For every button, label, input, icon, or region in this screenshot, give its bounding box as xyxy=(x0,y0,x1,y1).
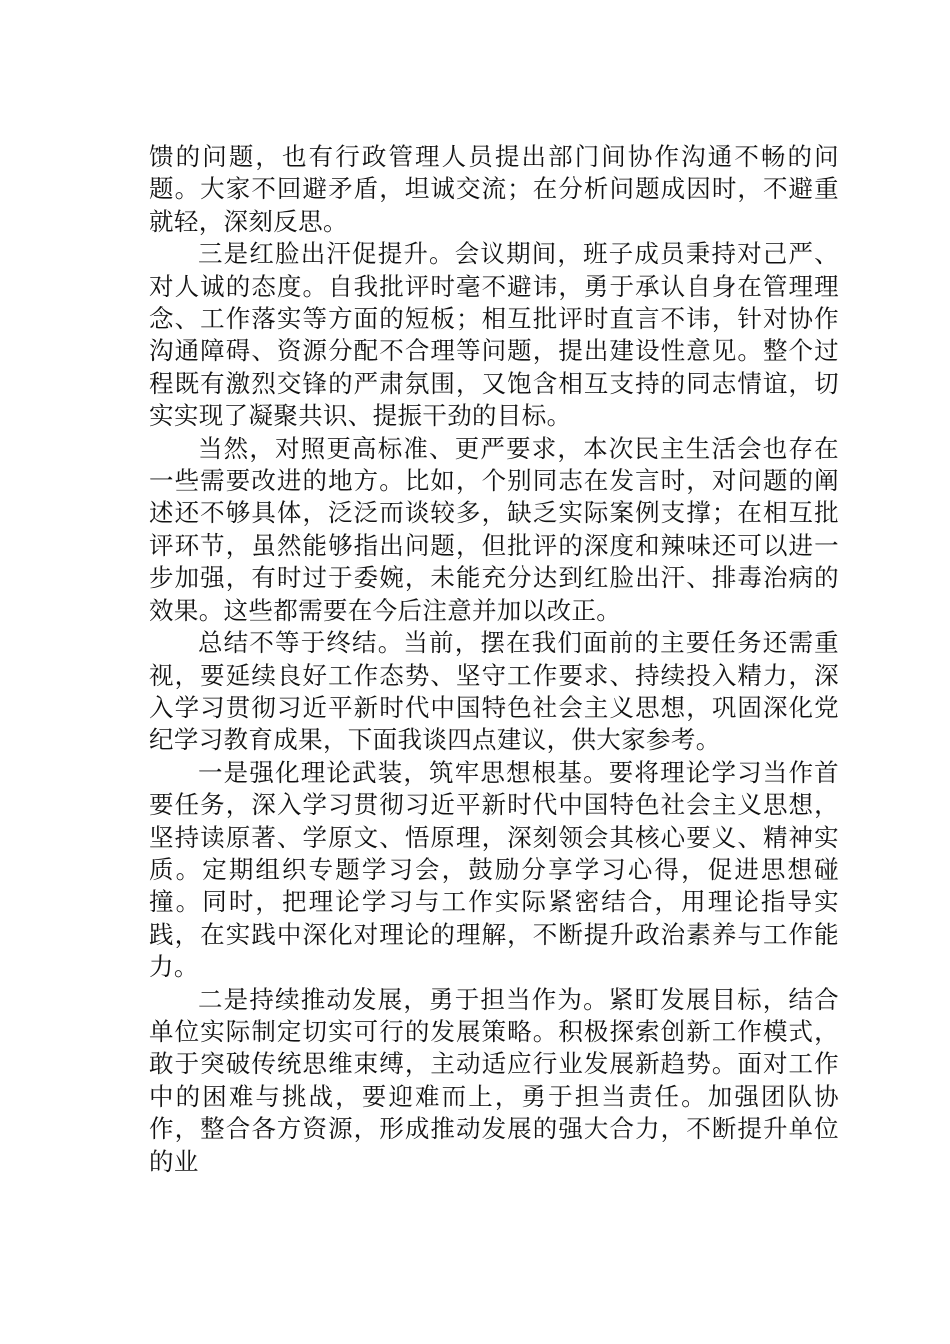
paragraph-summary: 总结不等于终结。当前，摆在我们面前的主要任务还需重视，要延续良好工作态势、坚守工作要求、持续投入精力，深入学习贯彻习近平新时代中国特色社会主义思想，巩固深化党纪学习教育成果，下面我谈四点建议，供大家参考。 xyxy=(149,628,839,755)
paragraph-development: 二是持续推动发展，勇于担当作为。紧盯发展目标，结合单位实际制定切实可行的发展策略。积极探索创新工作模式，敢于突破传统思维束缚，主动适应行业发展新趋势。面对工作中的困难与挑战，要迎难而上，勇于担当责任。加强团队协作，整合各方资源，形成推动发展的强大合力，不断提升单位的业 xyxy=(149,984,839,1176)
paragraph-self-criticism: 三是红脸出汗促提升。会议期间，班子成员秉持对己严、对人诚的态度。自我批评时毫不避讳，勇于承认自身在管理理念、工作落实等方面的短板；相互批评时直言不讳，针对协作沟通障碍、资源分配不合理等问题，提出建设性意见。整个过程既有激烈交锋的严肃氛围，又饱含相互支持的同志情谊，切实实现了凝聚共识、提振干劲的目标。 xyxy=(149,239,839,431)
paragraph-theory-study: 一是强化理论武装，筑牢思想根基。要将理论学习当作首要任务，深入学习贯彻习近平新时代中国特色社会主义思想，坚持读原著、学原文、悟原理，深刻领会其核心要义、精神实质。定期组织专题学习会，鼓励分享学习心得，促进思想碰撞。同时，把理论学习与工作实际紧密结合，用理论指导实践，在实践中深化对理论的理解，不断提升政治素养与工作能力。 xyxy=(149,757,839,982)
paragraph-continuation: 馈的问题，也有行政管理人员提出部门间协作沟通不畅的问题。大家不回避矛盾，坦诚交流；在分析问题成因时，不避重就轻，深刻反思。 xyxy=(149,142,839,236)
paragraph-shortcomings: 当然，对照更高标准、更严要求，本次民主生活会也存在一些需要改进的地方。比如，个别同志在发言时，对问题的阐述还不够具体，泛泛而谈较多，缺乏实际案例支撑；在相互批评环节，虽然能够指出问题，但批评的深度和辣味还可以进一步加强，有时过于委婉，未能充分达到红脸出汗、排毒治病的效果。这些都需要在今后注意并加以改正。 xyxy=(149,433,839,625)
document-body xyxy=(149,141,839,1178)
